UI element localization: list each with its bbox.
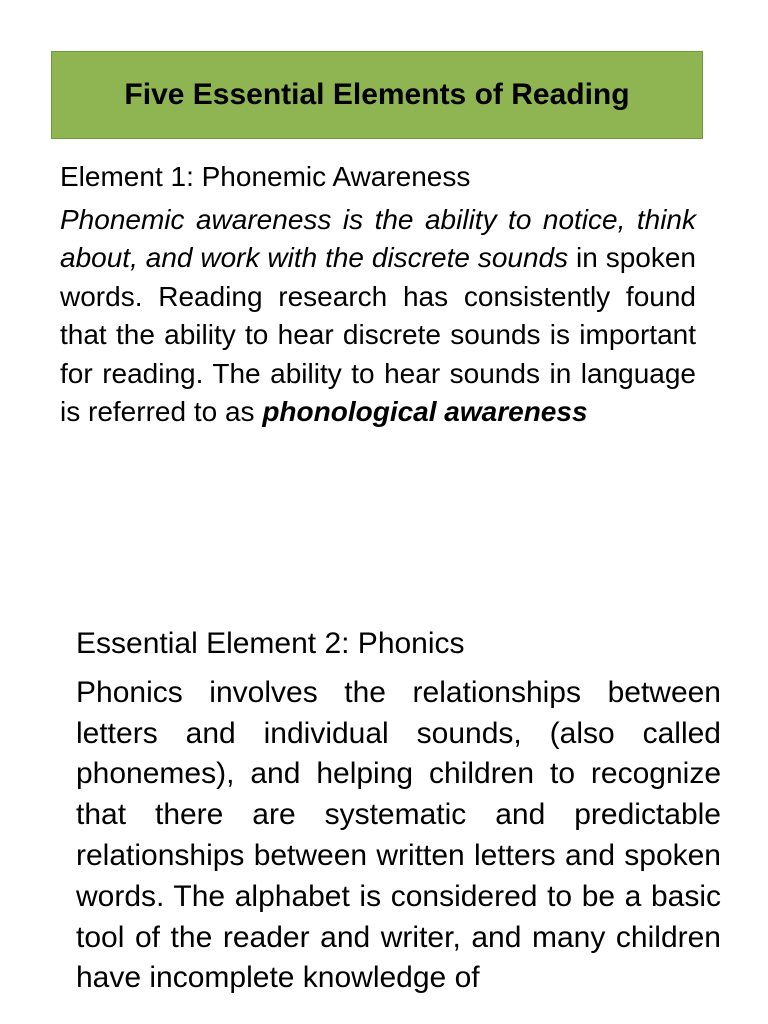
element-1-key-term: phonological awareness (262, 396, 588, 427)
element-1-heading: Element 1: Phonemic Awareness (60, 161, 471, 192)
element-1-plain-text: in spoken words. Reading research has consistently found that the ability to hear discrete sounds is important for reading. The ability to hear sounds in language is referred to as (60, 242, 697, 427)
title-banner (51, 51, 703, 139)
element-2-heading: Essential Element 2: Phonics (76, 627, 465, 660)
element-1-section (60, 158, 696, 432)
element-2-paragraph: Phonics involves the relationships between letters and individual sounds, (also called phonemes), and helping children to recognize that there are systematic and predictable relationships between written letters and spoken words. The alphabet is considered to be a basic tool of the reader and writer, and many children have incomplete knowledge of (76, 675, 721, 995)
page-title: Five Essential Elements of Reading (124, 78, 630, 111)
element-1-paragraph (60, 201, 696, 432)
element-1-italic-text: Phonemic awareness is the ability to notice, think about, and work with the discrete sounds (60, 203, 696, 273)
element-2-section (76, 624, 721, 999)
